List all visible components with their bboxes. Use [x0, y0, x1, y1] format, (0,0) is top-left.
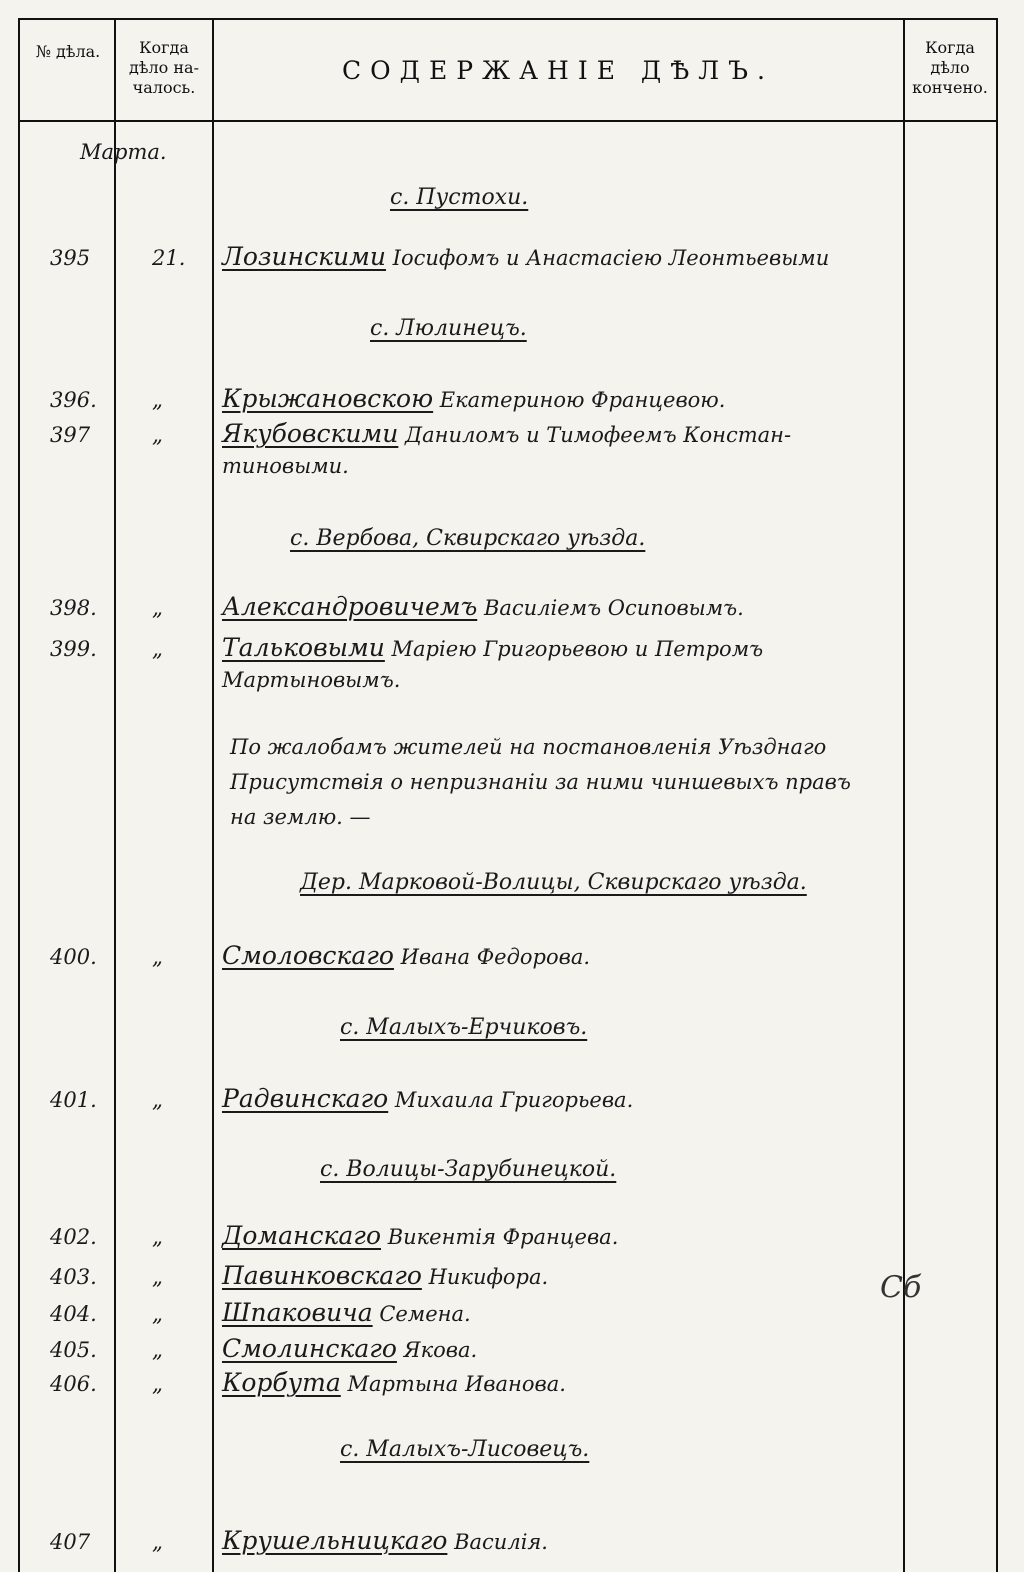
entry-given-names: Василіемъ Осиповымъ. [483, 596, 744, 620]
entry-surname: Смолинскаго [222, 1334, 397, 1363]
entry-given-names: Іосифомъ и Анастасіею Леонтьевыми [392, 246, 830, 270]
entry-given-names: Якова. [403, 1338, 478, 1362]
entry-text [222, 419, 791, 448]
section-heading: с. Малыхъ-Лисовецъ. [340, 1437, 590, 1462]
entry-text [222, 633, 763, 662]
entry-surname: Радвинскаго [222, 1084, 389, 1113]
entry-given-names: тиновыми. [222, 454, 349, 478]
entry-start: 21. [152, 246, 186, 270]
entry-start: „ [152, 1302, 163, 1326]
entry-text [222, 592, 744, 621]
rule-start [212, 18, 214, 1572]
section-heading: с. Вербова, Сквирскаго уѣзда. [290, 526, 646, 551]
entry-number: 407 [50, 1530, 91, 1554]
entry-given-names: Семена. [379, 1302, 471, 1326]
section-heading: Дер. Марковой-Волицы, Сквирскаго уѣзда. [300, 870, 807, 895]
entry-surname: Доманскаго [222, 1221, 381, 1250]
note-line-3: на землю. — [230, 805, 371, 829]
entry-text [222, 668, 400, 692]
entry-surname: Лозинскими [222, 242, 386, 271]
entry-start: „ [152, 1225, 163, 1249]
entry-surname: Крыжановскою [222, 384, 434, 413]
rule-left [18, 18, 20, 1572]
entry-given-names: Даниломъ и Тимофеемъ Констан- [405, 423, 792, 447]
entry-text [222, 454, 349, 478]
entry-surname: Александровичемъ [222, 592, 478, 621]
rule-content [903, 18, 905, 1572]
note-line-1: По жалобамъ жителей на постановленія Уѣзднаго [230, 735, 827, 759]
entry-text [222, 1261, 548, 1290]
entry-text [222, 1221, 618, 1250]
top-border [18, 18, 998, 20]
entry-surname: Шпаковича [222, 1298, 373, 1327]
section-heading: с. Малыхъ-Ерчиковъ. [340, 1015, 588, 1040]
section-heading: с. Пустохи. [390, 185, 529, 210]
entry-given-names: Викентія Францева. [387, 1225, 619, 1249]
entry-surname: Тальковыми [222, 633, 385, 662]
entry-start: „ [152, 1088, 163, 1112]
entry-number: 403. [50, 1265, 97, 1289]
entry-surname: Корбута [222, 1368, 341, 1397]
entry-number: 399. [50, 637, 97, 661]
entry-given-names: Василія. [454, 1530, 548, 1554]
entry-start: „ [152, 1372, 163, 1396]
rule-right [996, 18, 998, 1572]
entry-text [222, 941, 590, 970]
entry-text [222, 1084, 633, 1113]
entry-given-names: Екатериною Францевою. [439, 388, 726, 412]
header-col-start: Когда дѣло на-чалось. [129, 38, 199, 97]
entry-number: 395 [50, 246, 91, 270]
entry-text [222, 1298, 471, 1327]
entry-given-names: Мартыновымъ. [222, 668, 401, 692]
entry-given-names: Мартына Иванова. [347, 1372, 566, 1396]
entry-number: 397 [50, 423, 91, 447]
entry-start: „ [152, 596, 163, 620]
entry-surname: Смоловскаго [222, 941, 394, 970]
entry-start: „ [152, 1338, 163, 1362]
entry-start: „ [152, 388, 163, 412]
rule-no [114, 18, 116, 1572]
entry-surname: Павинковскаго [222, 1261, 422, 1290]
entry-number: 405. [50, 1338, 97, 1362]
entry-start: „ [152, 423, 163, 447]
section-heading: с. Люлинецъ. [370, 316, 527, 341]
entry-text [222, 384, 725, 413]
header-col-end: Когда дѣло кончено. [912, 38, 988, 97]
entry-text [222, 1526, 548, 1555]
margin-mark: Сб [880, 1270, 922, 1305]
entry-text [222, 1368, 566, 1397]
entry-number: 400. [50, 945, 97, 969]
entry-number: 398. [50, 596, 97, 620]
entry-surname: Якубовскими [222, 419, 399, 448]
entry-given-names: Никифора. [428, 1265, 549, 1289]
entry-start: „ [152, 1265, 163, 1289]
entry-number: 396. [50, 388, 97, 412]
entry-given-names: Ивана Федорова. [400, 945, 591, 969]
entry-text [222, 1334, 477, 1363]
header-border [18, 120, 998, 122]
entry-surname: Крушельницкаго [222, 1526, 448, 1555]
header-col-title: СОДЕРЖАНІЕ ДѢЛЪ. [342, 56, 774, 85]
section-heading: с. Волицы-Зарубинецкой. [320, 1157, 617, 1182]
entry-number: 406. [50, 1372, 97, 1396]
note-line-2: Присутствія о непризнаніи за ними чиншевыхъ правъ [230, 770, 851, 794]
entry-given-names: Маріею Григорьевою и Петромъ [391, 637, 764, 661]
entry-number: 404. [50, 1302, 97, 1326]
entry-text [222, 242, 829, 271]
month-label: Марта. [80, 140, 167, 164]
entry-number: 401. [50, 1088, 97, 1112]
entry-number: 402. [50, 1225, 97, 1249]
entry-start: „ [152, 1530, 163, 1554]
entry-start: „ [152, 945, 163, 969]
header-col-no: № дѣла. [35, 42, 101, 61]
entry-start: „ [152, 637, 163, 661]
entry-given-names: Михаила Григорьева. [394, 1088, 634, 1112]
